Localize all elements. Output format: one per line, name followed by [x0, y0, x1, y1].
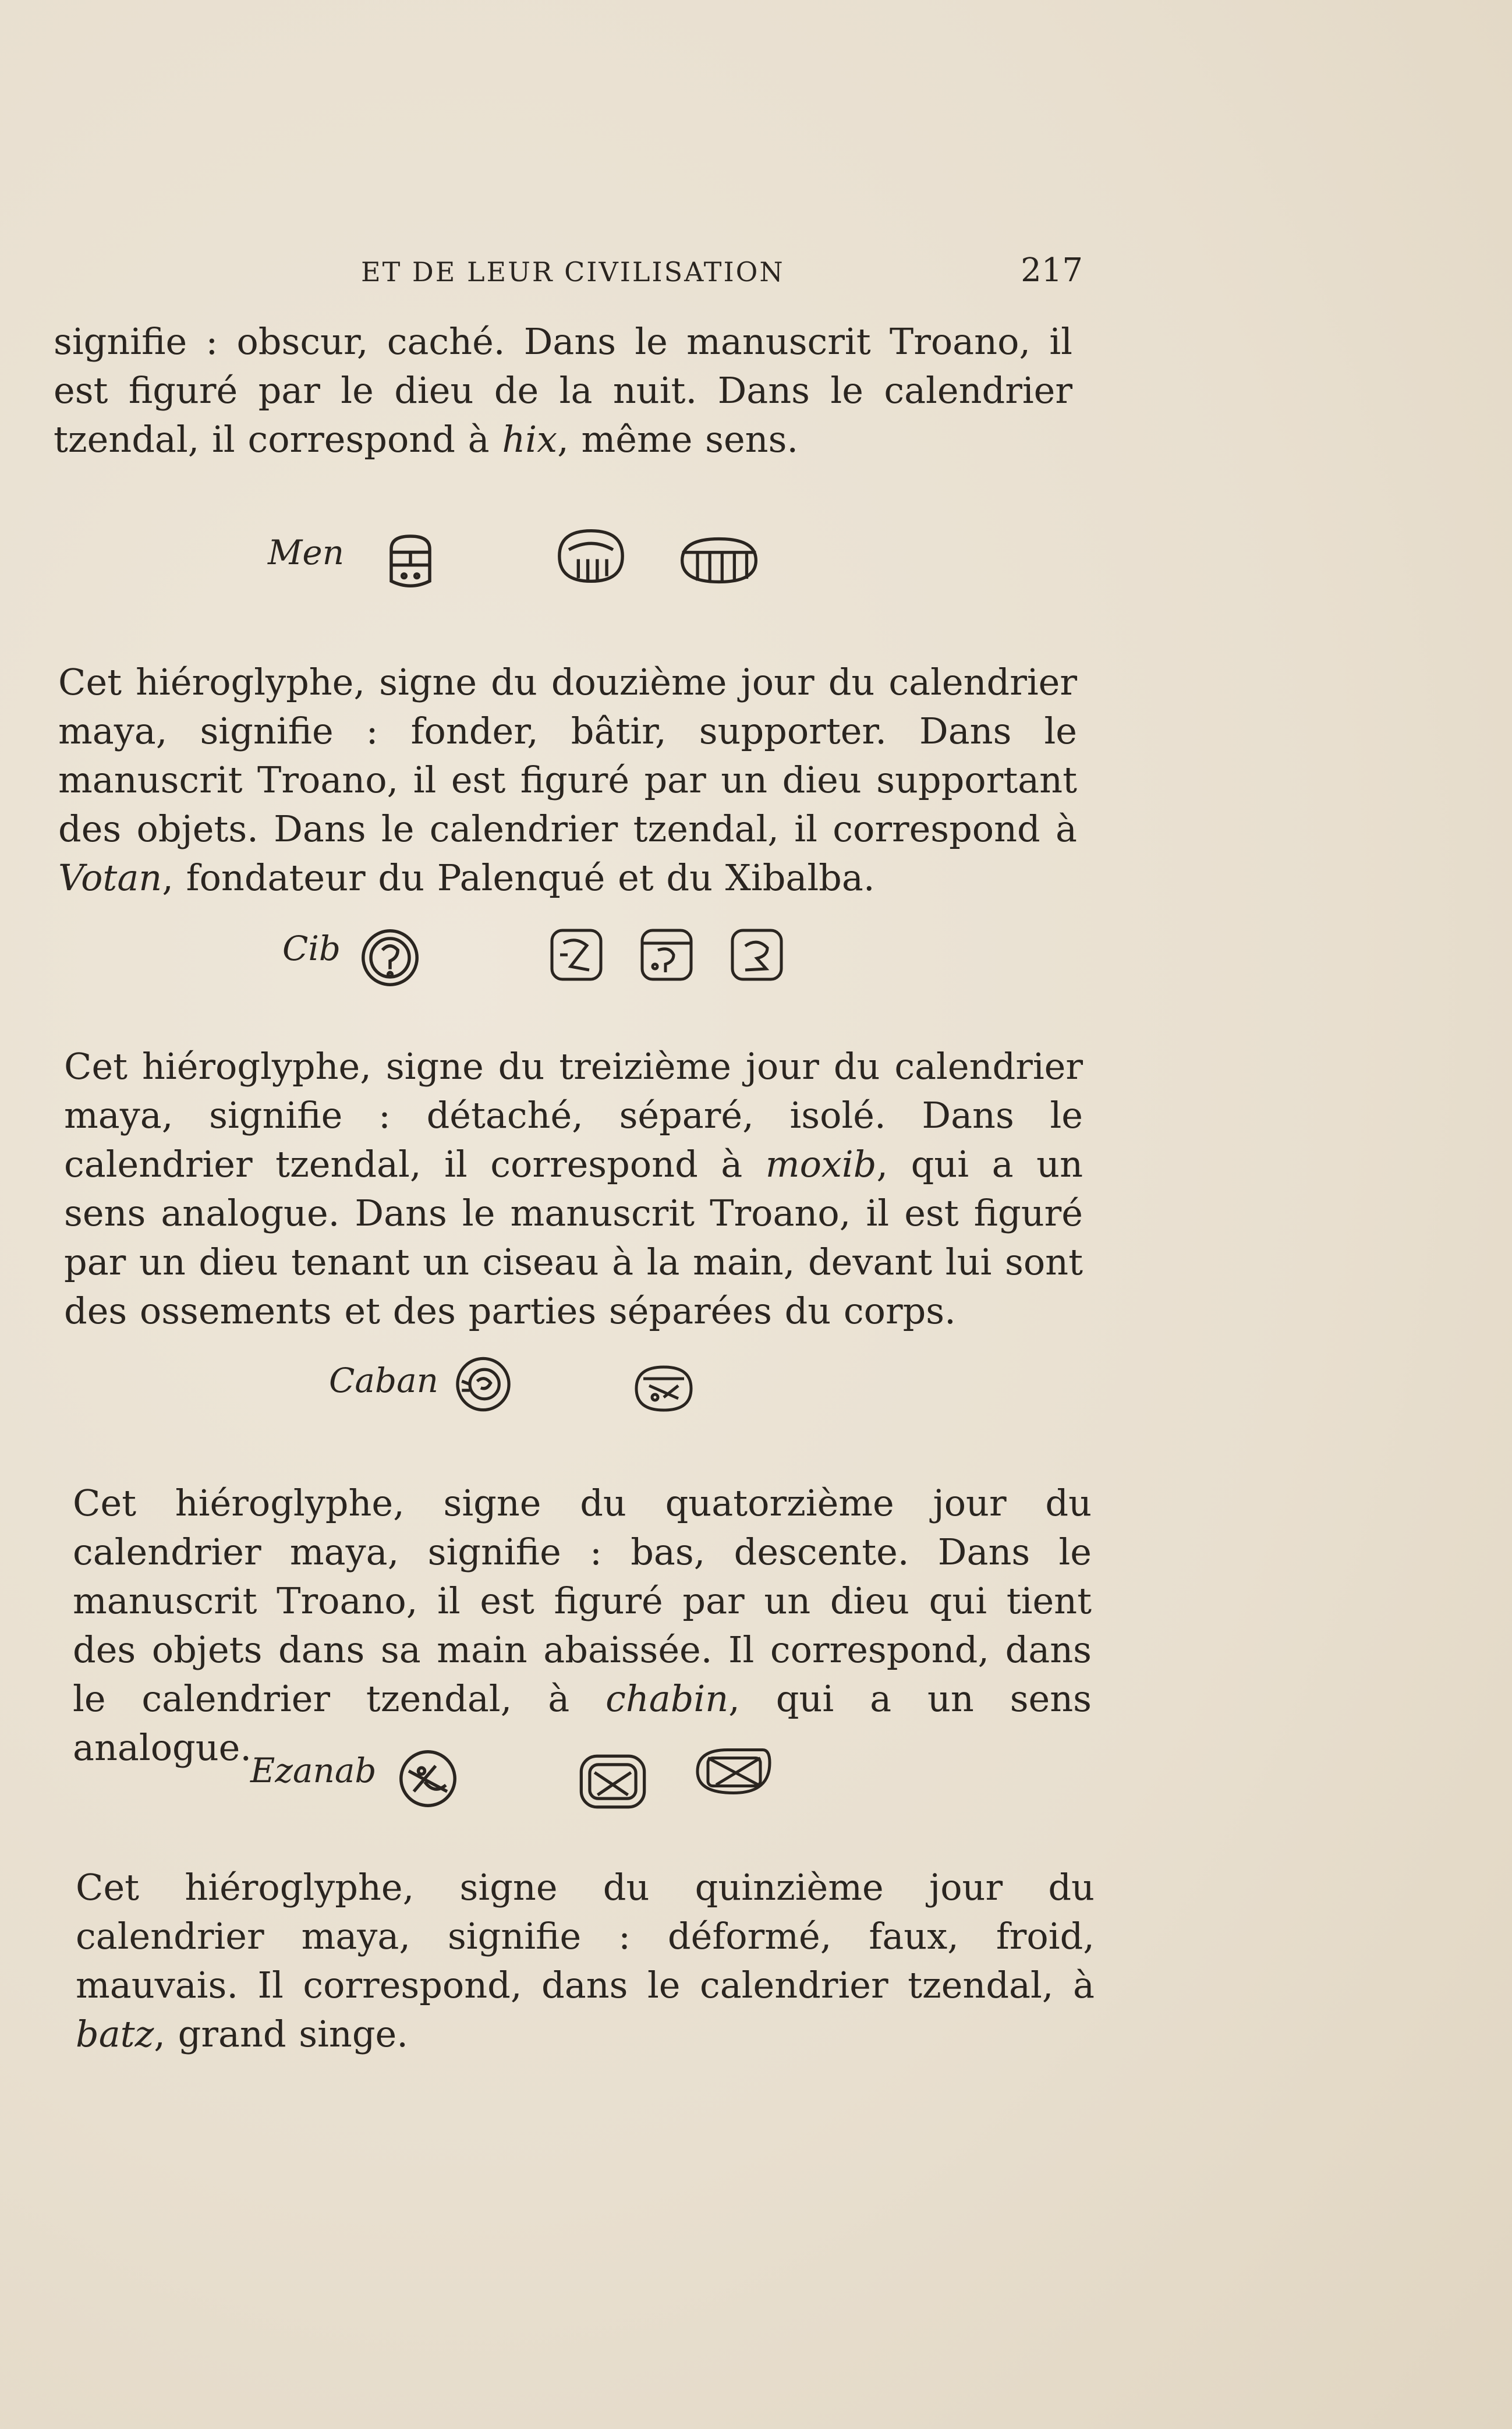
caban-glyph-1 — [451, 1354, 515, 1415]
glyph-row-ezanab — [250, 1738, 774, 1819]
paragraph-hix: signifie : obscur, caché. Dans le manuscrit Troano, il est figuré par le dieu de la nuit. Dans le calendrier tzendal, il correspond à hix, même sens. — [54, 320, 1072, 461]
glyph-row-men — [268, 524, 792, 606]
glyph-row-cib — [282, 920, 806, 1001]
day-label-men: Men — [268, 533, 345, 572]
cib-glyph-3 — [638, 923, 696, 987]
page-number: 217 — [1021, 252, 1083, 289]
day-label-caban: Caban — [329, 1361, 439, 1400]
day-label-cib: Cib — [282, 929, 341, 968]
paragraph-caban: Cet hiéroglyphe, signe du quatorzième jour du calendrier maya, signifie : bas, descente. Dans le manuscrit Troano, il est figuré par un dieu qui tient des objets dans sa main abaissée. Il correspond, dans le calendrier tzendal, à chabin, qui a un sens analogue. — [73, 1482, 1092, 1769]
men-glyph-1 — [378, 530, 442, 594]
ezanab-glyph-3 — [693, 1744, 774, 1799]
running-title: ET DE LEUR CIVILISATION — [361, 256, 785, 288]
ezanab-glyph-2 — [576, 1750, 649, 1814]
day-label-ezanab: Ezanab — [250, 1751, 377, 1790]
page-header — [361, 252, 1083, 297]
ezanab-glyph-1 — [396, 1747, 460, 1811]
paragraph-cib: Cet hiéroglyphe, signe du treizième jour du calendrier maya, signifie : détaché, séparé, isolé. Dans le calendrier tzendal, il correspond à moxib, qui a un sens analogue. Dans le manuscrit Troano, il est figuré par un dieu tenant un ciseau à la main, devant lui sont des ossements et des parties séparées du corps. — [64, 1045, 1083, 1332]
paragraph-men: Cet hiéroglyphe, signe du douzième jour du calendrier maya, signifie : fonder, bâtir, supporter. Dans le manuscrit Troano, il est figuré par un dieu supportant des objets. Dans le calendrier tzendal, il correspond à Votan, fondateur du Palenqué et du Xibalba. — [58, 661, 1077, 899]
men-glyph-2 — [553, 524, 629, 588]
glyph-row-caban — [329, 1348, 736, 1429]
men-glyph-3 — [675, 533, 763, 588]
cib-glyph-1 — [358, 926, 422, 990]
cib-glyph-2 — [547, 923, 605, 987]
paragraph-ezanab: Cet hiéroglyphe, signe du quinzième jour du calendrier maya, signifie : déformé, faux, froid, mauvais. Il correspond, dans le calendrier tzendal, à batz, grand singe. — [76, 1866, 1095, 2055]
cib-glyph-4 — [728, 923, 786, 987]
caban-glyph-2 — [632, 1362, 696, 1415]
